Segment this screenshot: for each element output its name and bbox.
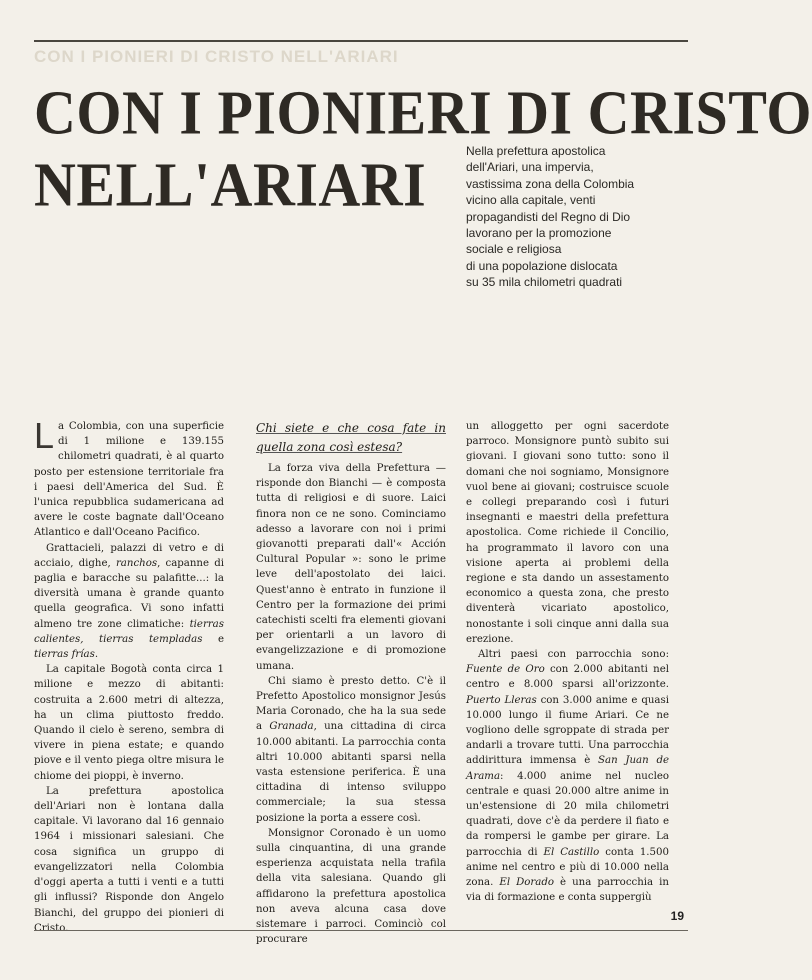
- paragraph-text: conta 1.500 anime nel centro e più di 10.000 nella zona.: [466, 846, 669, 889]
- italic-term: ranchos: [115, 557, 158, 569]
- italic-term: Granada: [269, 721, 314, 733]
- paragraph-text: .: [94, 649, 99, 661]
- paragraph: La capitale Bogotà conta circa 1 milione e mezzo di abitanti: costruita a 2.600 metri di altezza, ha un clima piuttosto freddo. Quando il cielo è sereno, sembra di vivere in piena estate; e quando piove e il vento piega oltre misura le chiome dei pioppi, è inverno.: [34, 664, 224, 782]
- italic-term: San Juan de Arama: [466, 755, 669, 782]
- paragraph: [34, 415, 224, 541]
- standfirst-line: di una popolazione dislocata: [466, 258, 618, 273]
- column-1: [34, 415, 224, 936]
- page-number: 19: [670, 909, 684, 923]
- bleed-through-text: CON I PIONIERI DI CRISTO NELL'ARIARI: [34, 47, 399, 66]
- paragraph: [256, 674, 446, 826]
- standfirst-line: lavorano per la promozione: [466, 226, 612, 241]
- paragraph-text: : 4.000 anime nel nucleo centrale e quasi 20.000 altre anime in un'estensione di 20 mila chilometri quadrati, dove c'è da perdere il fiato e da rompersi le gambe per girare. La parrocchia di: [466, 770, 669, 858]
- standfirst-line: dell'Ariari, una impervia,: [466, 160, 594, 175]
- paragraph-text: è una parrocchia in via di formazione e conta suppergiù: [466, 877, 669, 904]
- column-3: [466, 419, 669, 906]
- top-rule: [34, 40, 688, 42]
- standfirst-line: vicino alla capitale, venti: [466, 193, 596, 208]
- paragraph-text: e: [202, 633, 224, 645]
- italic-term: Fuente de Oro: [466, 664, 545, 676]
- paragraph-text: con 3.000 anime e quasi 10.000 lungo il fiume Ariari. Ce ne vogliono delle sgroppate di strada per andarli a trovare tutti. Una parrocchia addirittura immensa è: [466, 694, 669, 767]
- paragraph: La prefettura apostolica dell'Ariari non è lontana dalla capitale. Vi lavorano dal 16 gennaio 1964 i missionari salesiani. Che cosa significa un gruppo di evangelizzatori nella Colombia d'oggi aperta a tutti i venti e a tutti gli influssi? Risponde don Angelo Bianchi, del gruppo dei pionieri di Cristo.: [34, 785, 224, 934]
- paragraph-text: , capanne di paglia e baracche su palafitte...: la diversità umana è grande quanto quella geografica. Vi sono infatti almeno tre zone climatiche:: [34, 557, 224, 630]
- standfirst-line: su 35 mila chilometri quadrati: [466, 275, 623, 290]
- paragraph-text: Altri paesi con parrocchia sono:: [478, 649, 669, 661]
- standfirst-line: vastissima zona della Colombia: [466, 176, 635, 191]
- paragraph: [466, 647, 669, 905]
- paragraph-text: , una cittadina di circa 10.000 abitanti. La parrocchia conta altri 10.000 abitanti sparsi nella vasta estensione periferica. È una cittadina di intenso sviluppo commerciale; la sua stessa posizione la porta a essere così.: [256, 721, 447, 824]
- column-2: [256, 419, 446, 948]
- italic-term: Puerto Lleras: [466, 694, 537, 706]
- question-text: Chi siete e che cosa fate in quella zona così estesa?: [256, 421, 446, 454]
- section-question: [256, 419, 446, 457]
- paragraph: [34, 541, 224, 663]
- standfirst: [466, 143, 686, 291]
- paragraph-text: a Colombia, con una superficie di 1 milione e 139.155 chilometri quadrati, è al quarto posto per estensione territoriale fra i paesi dell'America del Sud. È l'unica repubblica sudamericana ad avere le coste bagnate dall'Oceano Atlantico e dall'Oceano Pacifico.: [34, 421, 224, 539]
- paragraph-text: Chi siamo è presto detto. C'è il Prefetto Apostolico monsignor Jesús Maria Coronado, che ha la sua sede a: [256, 675, 446, 733]
- paragraph: Monsignor Coronado è un uomo sulla cinquantina, di una grande esperienza acquistata nella trafila della vita salesiana. Quando gli affidarono la prefettura apostolica non aveva alcuna casa dove sistemare i parroci. Cominciò col procurare: [256, 827, 446, 946]
- drop-cap: L: [34, 415, 55, 456]
- standfirst-line: Nella prefettura apostolica: [466, 144, 606, 158]
- italic-term: tierras frías: [34, 649, 95, 661]
- paragraph-text: Grattacieli, palazzi di vetro e di acciaio, dighe,: [34, 542, 224, 569]
- title-line-1: CON I PIONIERI DI CRISTO: [34, 77, 812, 148]
- paragraph: La forza viva della Prefettura — risponde don Bianchi — è composta tutta di religiosi e di suore. Laici finora non ce ne sono. Cominciamo adesso a lavorare con noi i primi giovanotti preparati dall'« Acción Cultural Popular »: sono le prime leve dell'apostolato dei laici. Quest'anno è entrato in funzione il Centro per la formazione dei primi catechisti scelti fra elementi giovani per orientarli a un lavoro di evangelizzazione e di promozione umana.: [256, 463, 446, 672]
- standfirst-line: propagandisti del Regno di Dio: [466, 209, 631, 224]
- italic-term: El Dorado: [499, 877, 555, 889]
- italic-term: El Castillo: [543, 846, 600, 858]
- title-line-2: NELL'ARIARI: [34, 149, 427, 220]
- bottom-rule: [34, 930, 688, 931]
- paragraph-text: con 2.000 abitanti nel centro e 8.000 sparsi all'orizzonte.: [466, 664, 669, 691]
- paragraph: un alloggetto per ogni sacerdote parroco. Monsignore puntò subito sui giovani. I giovani sono tutto: sono il domani che noi sogniamo, Monsignore vuol bene ai giovani; costruisce scuole e collegi preparando così i futuri insegnanti e maestri della prefettura apostolica. Come richiede il Concilio, ha programmato il lavoro con una visione aperta ai problemi della regione e sta dando un assestamento economico a questa zona, che presto diventerà vicariato apostolico, nonostante i soli cinque anni dalla sua erezione.: [466, 421, 669, 645]
- italic-term: tierras calientes, tierras templadas: [34, 618, 224, 645]
- standfirst-line: sociale e religiosa: [466, 242, 562, 257]
